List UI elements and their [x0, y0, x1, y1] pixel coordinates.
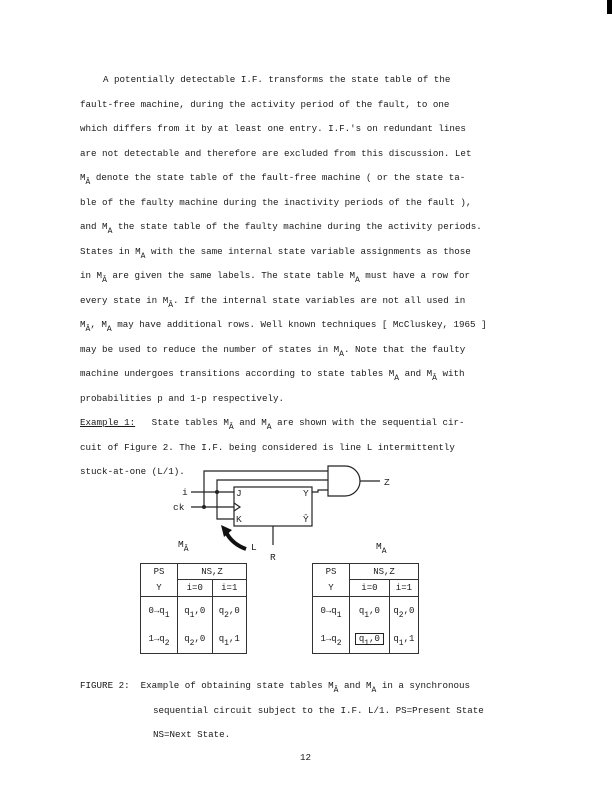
- subscript: A: [394, 374, 400, 383]
- table-right-title: $M_A$: [376, 541, 387, 556]
- and-gate: [328, 466, 360, 496]
- subscript: 2: [336, 638, 342, 648]
- text-segment: and M: [233, 417, 267, 428]
- subscript: Ā: [228, 423, 234, 432]
- text-segment: , M: [90, 319, 107, 330]
- text-segment: in a synchronous: [376, 680, 471, 691]
- text-segment: M: [80, 172, 86, 183]
- cell-output: ,0: [228, 605, 240, 616]
- subscript: 2: [164, 638, 170, 648]
- cell-output: ,1: [403, 633, 415, 644]
- text-segment: denote the state table of the fault-free machine ( or the state ta-: [90, 172, 466, 183]
- ns-header: NS,Z: [350, 564, 419, 580]
- text-segment: are given the same labels. The state table M: [106, 270, 355, 281]
- subscript: 1: [364, 610, 370, 620]
- subscript: 1: [398, 638, 404, 648]
- subscript: A: [266, 423, 272, 432]
- label-K: K: [236, 514, 242, 525]
- label-R: R: [270, 552, 276, 563]
- y-header: Y: [313, 580, 350, 597]
- text-segment: A potentially detectable I.F. transforms the state table of the: [103, 74, 451, 85]
- clock-triangle: [234, 503, 240, 511]
- subscript: A: [106, 325, 112, 334]
- cell-text: q: [218, 605, 225, 616]
- label-Y: Y: [303, 488, 309, 499]
- cell-text: q: [184, 633, 190, 644]
- cell-text: 0→q: [148, 605, 165, 616]
- text-segment: are not detectable and therefore are excluded from this discussion. Let: [80, 147, 472, 159]
- jk-flipflop: [234, 487, 312, 526]
- table-left-title: $M_Ā$: [178, 539, 189, 554]
- text-segment: machine undergoes transitions according to state tables M: [80, 368, 395, 379]
- text-segment: with: [436, 368, 465, 379]
- highlighted-entry: [355, 633, 384, 648]
- cell-output: ,0: [194, 605, 206, 616]
- cell-output: ,1: [228, 633, 240, 644]
- text-segment: ble of the faulty machine during the inactivity periods of the fault ),: [80, 196, 472, 208]
- subscript: Ā: [168, 300, 174, 310]
- table-row: [313, 597, 419, 625]
- text-segment: every state in M: [80, 294, 169, 306]
- text-segment: in M: [80, 270, 103, 281]
- text-segment: NS=Next State.: [153, 729, 231, 740]
- table-row: [141, 625, 247, 654]
- i1-header: i=1: [389, 580, 418, 597]
- ps-header: PS: [313, 564, 350, 580]
- ns-header: NS,Z: [178, 564, 247, 580]
- fault-arrow-icon: [226, 532, 246, 549]
- ps-header: PS: [141, 564, 178, 580]
- text-segment: and M: [338, 680, 372, 691]
- text-segment: States in M: [80, 245, 141, 257]
- cell-text: 1→q: [148, 633, 165, 644]
- page-number: 12: [300, 752, 312, 763]
- subscript: Ā: [333, 686, 339, 695]
- text-segment: sequential circuit subject to the I.F. L/1. PS=Present State: [153, 704, 484, 716]
- example-label: Example 1:: [80, 417, 136, 428]
- text-segment: and M: [399, 368, 433, 379]
- state-table-faulty: [312, 563, 419, 654]
- text-segment: . If the internal state variables are not all used in: [173, 294, 466, 306]
- label-ck: ck: [173, 502, 185, 513]
- subscript: A: [371, 686, 377, 695]
- subscript: 1: [189, 610, 195, 620]
- table-row: [313, 625, 419, 654]
- text-segment: may be used to reduce the number of states in M: [80, 343, 340, 355]
- text-segment: State tables M: [135, 417, 229, 428]
- text-segment: stuck-at-one (L/1).: [80, 466, 185, 477]
- cell-text: q: [393, 605, 399, 616]
- subscript: A: [339, 349, 344, 359]
- cell-text: q: [184, 605, 190, 616]
- text-segment: must have a row for: [359, 270, 471, 281]
- text-segment: FIGURE 2: Example of obtaining state tables M: [80, 680, 334, 691]
- label-i: i: [182, 487, 188, 498]
- label-L: L: [251, 542, 257, 553]
- subscript: 1: [224, 638, 229, 648]
- subscript: 2: [189, 638, 195, 648]
- subscript: 2: [398, 610, 404, 620]
- i0-header: i=0: [178, 580, 213, 597]
- subscript: Ā: [85, 178, 91, 187]
- text-segment: and M: [80, 221, 108, 232]
- subscript: A: [354, 276, 360, 285]
- text-segment: probabilities p and 1-p respectively.: [80, 392, 284, 404]
- i0-header: i=0: [350, 580, 390, 597]
- cell-output: ,0: [403, 605, 415, 616]
- text-segment: the state table of the faulty machine during the activity periods.: [112, 221, 482, 232]
- cell-output: ,0: [194, 633, 206, 644]
- y-header: Y: [141, 580, 178, 597]
- subscript: Ā: [102, 276, 107, 285]
- i1-header: i=1: [212, 580, 247, 597]
- text-segment: M: [80, 319, 86, 330]
- text-segment: cuit of Figure 2. The I.F. being considered is line L intermittently: [80, 441, 455, 453]
- text-segment: are shown with the sequential cir-: [271, 417, 465, 428]
- label-Z: Z: [384, 477, 390, 488]
- text-segment: which differs from it by at least one entry. I.F.'s on redundant lines: [80, 123, 466, 134]
- fault-line-L: [217, 492, 234, 519]
- text-segment: fault-free machine, during the activity period of the fault, to one: [80, 98, 450, 110]
- cell-text: q: [358, 633, 365, 644]
- state-table-fault-free: [140, 563, 247, 654]
- text-segment: . Note that the faulty: [343, 343, 466, 355]
- text-segment: may have additional rows. Well known techniques [ McCluskey, 1965 ]: [111, 319, 487, 330]
- subscript: 1: [336, 610, 342, 620]
- cell-output: ,0: [369, 605, 380, 616]
- text-segment: with the same internal state variable assignments as those: [145, 245, 471, 257]
- cell-output: ,0: [369, 633, 380, 644]
- subscript: Ā: [432, 374, 437, 383]
- subscript: 1: [364, 638, 370, 648]
- subscript: Ā: [85, 325, 91, 334]
- subscript: A: [140, 251, 146, 261]
- cell-text: q: [358, 605, 365, 616]
- cell-text: q: [393, 633, 399, 644]
- cell-text: 0→q: [320, 605, 337, 616]
- subscript: A: [107, 227, 113, 236]
- subscript: 1: [164, 610, 170, 620]
- table-row: [141, 597, 247, 625]
- label-J: J: [236, 488, 242, 499]
- cell-text: 1→q: [320, 633, 337, 644]
- cell-text: q: [218, 633, 225, 644]
- subscript: 2: [224, 610, 229, 620]
- label-Ybar: Ȳ: [303, 514, 309, 525]
